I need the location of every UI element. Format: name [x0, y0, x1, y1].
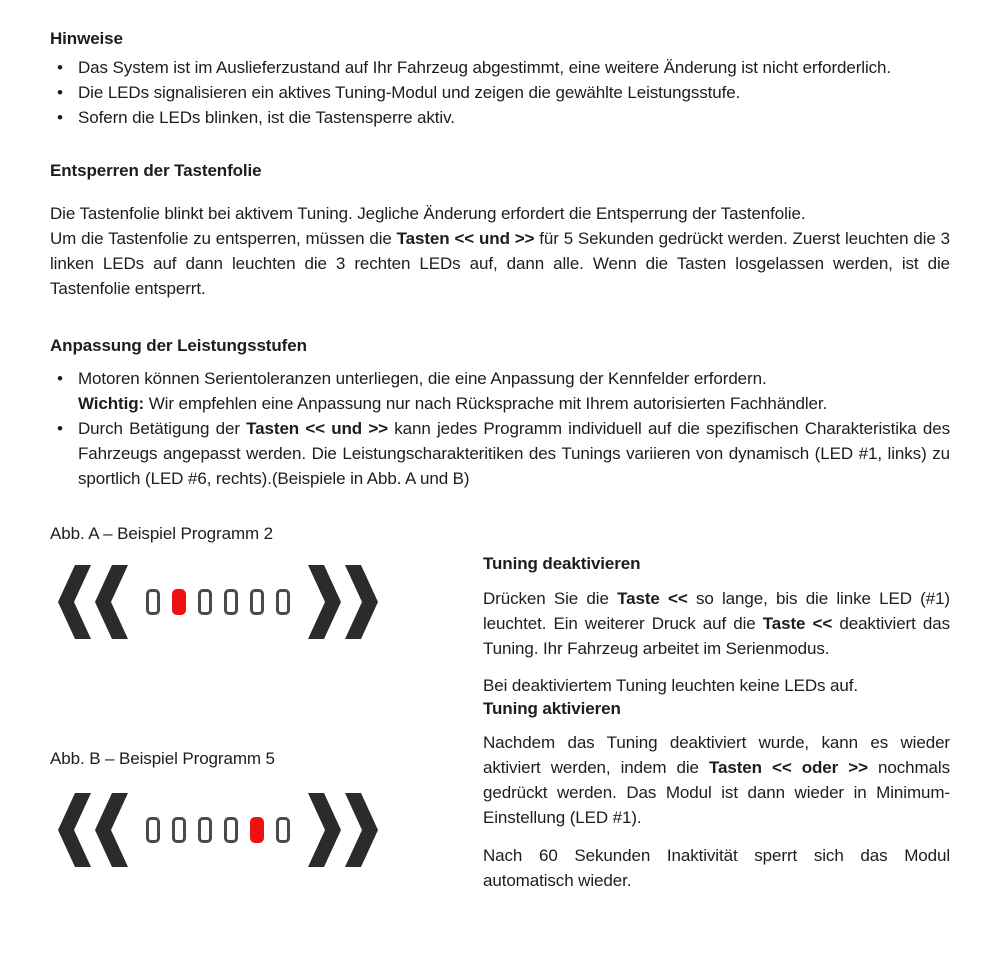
paragraph: Nach 60 Sekunden Inaktivität sperrt sich das Modul automatisch wieder. — [483, 846, 950, 890]
led-off — [198, 817, 212, 843]
led-off — [250, 589, 264, 615]
led-off — [276, 589, 290, 615]
list-item: • Sofern die LEDs blinken, ist die Tastensperre aktiv. — [50, 105, 950, 130]
paragraph: Um die Tastenfolie zu entsperren, müssen die Tasten << und >> für 5 Sekunden gedrückt werden. Zuerst leuchten die 3 linken LEDs auf dann leuchten die 3 rechten LEDs auf, dann alle. Wenn die Tasten losgelassen werden, ist die Tastenfolie entsperrt. — [50, 229, 950, 298]
hinweise-list — [50, 55, 950, 130]
led-off — [224, 589, 238, 615]
led-off — [198, 589, 212, 615]
chevron-right-icon — [308, 793, 378, 867]
figure-b — [58, 793, 378, 867]
led-row — [146, 817, 290, 843]
figure-a-label: Abb. A – Beispiel Programm 2 — [50, 524, 274, 543]
paragraph: Die Tastenfolie blinkt bei aktivem Tuning. Jegliche Änderung erfordert die Entsperrung der Tastenfolie. — [50, 204, 806, 223]
list-item — [50, 366, 950, 416]
chevron-left-icon — [58, 793, 128, 867]
figure-b-label: Abb. B – Beispiel Programm 5 — [50, 749, 275, 768]
section-title-anpassung: Anpassung der Leistungsstufen — [50, 336, 307, 355]
section-title-hinweise: Hinweise — [50, 29, 123, 48]
bullet-line: Wichtig: Wir empfehlen eine Anpassung nur nach Rücksprache mit Ihrem autorisierten Fachhändler. — [78, 394, 828, 413]
led-row — [146, 589, 290, 615]
instructions-column — [483, 553, 950, 893]
led-on — [172, 589, 186, 615]
chevron-right-icon — [308, 565, 378, 639]
anpassung-list — [50, 366, 950, 491]
figures-and-instructions — [50, 519, 950, 931]
list-item: • Das System ist im Auslieferzustand auf Ihr Fahrzeug abgestimmt, eine weitere Änderung ist nicht erforderlich. — [50, 55, 950, 80]
led-off — [224, 817, 238, 843]
chevron-left-icon — [58, 565, 128, 639]
paragraph: Nachdem das Tuning deaktiviert wurde, kann es wieder aktiviert werden, indem die Tasten << oder >> nochmals gedrückt werden. Das Modul ist dann wieder in Minimum-Einstellung (LED #1). — [483, 733, 950, 827]
bullet-line: • Motoren können Serientoleranzen unterliegen, die eine Anpassung der Kennfelder erfordern. — [78, 369, 767, 388]
led-off — [146, 817, 160, 843]
paragraph: Bei deaktiviertem Tuning leuchten keine LEDs auf. — [483, 676, 858, 695]
led-off — [172, 817, 186, 843]
section-title-tuning-aktivieren: Tuning aktivieren — [483, 699, 621, 718]
section-title-entsperren: Entsperren der Tastenfolie — [50, 161, 262, 180]
list-item: • Durch Betätigung der Tasten << und >> kann jedes Programm individuell auf die spezifischen Charakteristika des Fahrzeugs angepasst werden. Die Leistungscharakteritiken des Tunings variieren von dynamisch (LED #1, links) zu sportlich (LED #6, rechts).(Beispiele in Abb. A und B) — [50, 416, 950, 491]
led-off — [276, 817, 290, 843]
paragraph: Drücken Sie die Taste << so lange, bis die linke LED (#1) leuchtet. Ein weiterer Druck auf die Taste << deaktiviert das Tuning. Ihr Fahrzeug arbeitet im Serienmodus. — [483, 589, 950, 658]
section-title-tuning-deaktivieren: Tuning deaktivieren — [483, 554, 641, 573]
list-item: • Die LEDs signalisieren ein aktives Tuning-Modul und zeigen die gewählte Leistungsstufe. — [50, 80, 950, 105]
figure-a — [58, 565, 378, 639]
led-on — [250, 817, 264, 843]
led-off — [146, 589, 160, 615]
